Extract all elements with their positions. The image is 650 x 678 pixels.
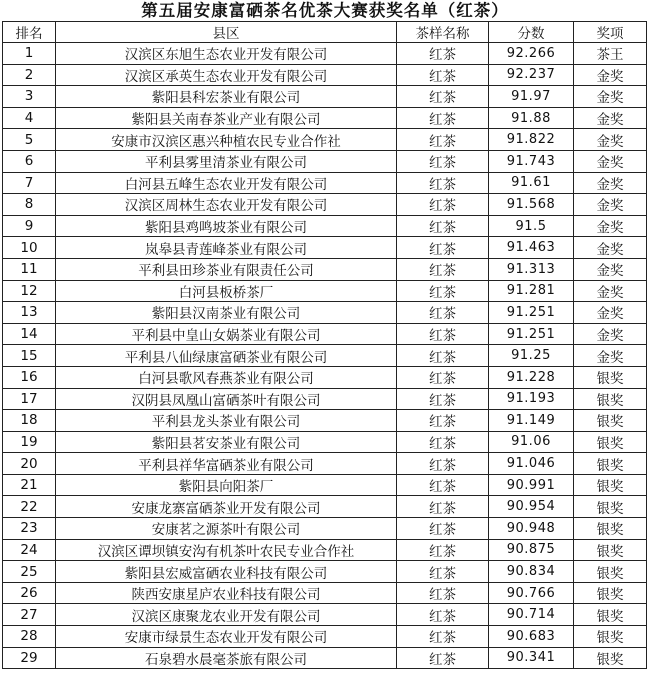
sample-cell: 红茶: [397, 64, 489, 86]
score-cell: 90.683: [489, 626, 574, 648]
score-cell: 91.568: [489, 194, 574, 216]
table-row: [3, 150, 647, 172]
score-cell: 92.266: [489, 43, 574, 65]
score-cell: 90.991: [489, 474, 574, 496]
table-row: [3, 496, 647, 518]
company-cell: 白河县板桥茶厂: [56, 280, 397, 302]
company-cell: 安康市汉滨区惠兴种植农民专业合作社: [56, 129, 397, 151]
sample-cell: 红茶: [397, 86, 489, 108]
company-cell: 岚皋县青莲峰茶业有限公司: [56, 237, 397, 259]
award-cell: 银奖: [574, 388, 647, 410]
company-cell: 汉滨区东旭生态农业开发有限公司: [56, 43, 397, 65]
award-cell: 金奖: [574, 323, 647, 345]
award-cell: 金奖: [574, 345, 647, 367]
table-row: [3, 172, 647, 194]
score-cell: 90.834: [489, 561, 574, 583]
table-row: [3, 539, 647, 561]
sample-cell: 红茶: [397, 410, 489, 432]
score-cell: 91.463: [489, 237, 574, 259]
table-body: [3, 43, 647, 669]
sample-cell: 红茶: [397, 561, 489, 583]
rank-cell: 10: [3, 237, 56, 259]
table-row: [3, 582, 647, 604]
rank-cell: 4: [3, 107, 56, 129]
table-row: [3, 604, 647, 626]
rank-cell: 13: [3, 302, 56, 324]
rank-cell: 5: [3, 129, 56, 151]
rank-cell: 12: [3, 280, 56, 302]
score-cell: 91.88: [489, 107, 574, 129]
company-cell: 安康茗之源茶叶有限公司: [56, 518, 397, 540]
award-cell: 金奖: [574, 129, 647, 151]
score-cell: 90.766: [489, 582, 574, 604]
score-cell: 91.743: [489, 150, 574, 172]
award-cell: 银奖: [574, 626, 647, 648]
award-cell: 银奖: [574, 366, 647, 388]
score-cell: 91.313: [489, 258, 574, 280]
company-cell: 安康龙寨富硒茶业开发有限公司: [56, 496, 397, 518]
sample-cell: 红茶: [397, 237, 489, 259]
award-cell: 银奖: [574, 582, 647, 604]
score-cell: 91.61: [489, 172, 574, 194]
company-cell: 白河县歌风春燕茶业有限公司: [56, 366, 397, 388]
header-company: 县区: [56, 22, 397, 43]
rank-cell: 17: [3, 388, 56, 410]
sample-cell: 红茶: [397, 582, 489, 604]
sample-cell: 红茶: [397, 258, 489, 280]
table-row: [3, 453, 647, 475]
sample-cell: 红茶: [397, 431, 489, 453]
score-cell: 91.193: [489, 388, 574, 410]
score-cell: 91.5: [489, 215, 574, 237]
table-row: [3, 86, 647, 108]
score-cell: 91.06: [489, 431, 574, 453]
award-cell: 金奖: [574, 150, 647, 172]
award-cell: 银奖: [574, 561, 647, 583]
score-cell: 91.149: [489, 410, 574, 432]
company-cell: 平利县祥华富硒茶业有限公司: [56, 453, 397, 475]
table-row: [3, 647, 647, 669]
company-cell: 平利县雾里清茶业有限公司: [56, 150, 397, 172]
sample-cell: 红茶: [397, 43, 489, 65]
award-cell: 银奖: [574, 539, 647, 561]
score-cell: 92.237: [489, 64, 574, 86]
company-cell: 紫阳县关南春茶业产业有限公司: [56, 107, 397, 129]
company-cell: 陕西安康星庐农业科技有限公司: [56, 582, 397, 604]
table-row: [3, 258, 647, 280]
table-row: [3, 237, 647, 259]
page-title: 第五届安康富硒茶名优茶大赛获奖名单（红茶）: [141, 1, 509, 20]
sample-cell: 红茶: [397, 345, 489, 367]
score-cell: 91.251: [489, 323, 574, 345]
rank-cell: 2: [3, 64, 56, 86]
rank-cell: 25: [3, 561, 56, 583]
award-cell: 银奖: [574, 604, 647, 626]
score-cell: 90.714: [489, 604, 574, 626]
rank-cell: 24: [3, 539, 56, 561]
award-cell: 金奖: [574, 258, 647, 280]
sample-cell: 红茶: [397, 388, 489, 410]
table-row: [3, 215, 647, 237]
score-cell: 90.341: [489, 647, 574, 669]
sample-cell: 红茶: [397, 539, 489, 561]
company-cell: 平利县龙头茶业有限公司: [56, 410, 397, 432]
rank-cell: 22: [3, 496, 56, 518]
rank-cell: 3: [3, 86, 56, 108]
sample-cell: 红茶: [397, 323, 489, 345]
award-cell: 银奖: [574, 496, 647, 518]
table-row: [3, 64, 647, 86]
sample-cell: 红茶: [397, 366, 489, 388]
sample-cell: 红茶: [397, 172, 489, 194]
table-row: [3, 388, 647, 410]
table-row: [3, 561, 647, 583]
table-row: [3, 129, 647, 151]
company-cell: 平利县八仙绿康富硒茶业有限公司: [56, 345, 397, 367]
company-cell: 紫阳县宏威富硒农业科技有限公司: [56, 561, 397, 583]
table-row: [3, 43, 647, 65]
table-row: [3, 474, 647, 496]
header-rank: 排名: [3, 22, 56, 43]
rank-cell: 21: [3, 474, 56, 496]
award-cell: 金奖: [574, 64, 647, 86]
sample-cell: 红茶: [397, 107, 489, 129]
company-cell: 白河县五峰生态农业开发有限公司: [56, 172, 397, 194]
rank-cell: 15: [3, 345, 56, 367]
score-cell: 90.875: [489, 539, 574, 561]
company-cell: 紫阳县茗安茶业有限公司: [56, 431, 397, 453]
award-cell: 金奖: [574, 107, 647, 129]
sample-cell: 红茶: [397, 453, 489, 475]
sample-cell: 红茶: [397, 129, 489, 151]
award-cell: 银奖: [574, 647, 647, 669]
rank-cell: 19: [3, 431, 56, 453]
table-row: [3, 518, 647, 540]
rank-cell: 11: [3, 258, 56, 280]
table-row: [3, 410, 647, 432]
award-cell: 金奖: [574, 194, 647, 216]
rank-cell: 16: [3, 366, 56, 388]
company-cell: 紫阳县向阳茶厂: [56, 474, 397, 496]
award-table: [2, 21, 647, 669]
table-row: [3, 345, 647, 367]
sample-cell: 红茶: [397, 150, 489, 172]
rank-cell: 18: [3, 410, 56, 432]
rank-cell: 9: [3, 215, 56, 237]
sample-cell: 红茶: [397, 604, 489, 626]
award-cell: 银奖: [574, 474, 647, 496]
score-cell: 91.046: [489, 453, 574, 475]
company-cell: 安康市绿景生态农业开发有限公司: [56, 626, 397, 648]
company-cell: 汉滨区谭坝镇安沟有机茶叶农民专业合作社: [56, 539, 397, 561]
header-award: 奖项: [574, 22, 647, 43]
rank-cell: 1: [3, 43, 56, 65]
table-row: [3, 280, 647, 302]
table-row: [3, 431, 647, 453]
sample-cell: 红茶: [397, 496, 489, 518]
award-cell: 金奖: [574, 215, 647, 237]
table-row: [3, 626, 647, 648]
table-row: [3, 366, 647, 388]
score-cell: 91.822: [489, 129, 574, 151]
company-cell: 紫阳县鸡鸣坡茶业有限公司: [56, 215, 397, 237]
award-cell: 金奖: [574, 237, 647, 259]
rank-cell: 27: [3, 604, 56, 626]
table-row: [3, 107, 647, 129]
score-cell: 91.97: [489, 86, 574, 108]
rank-cell: 26: [3, 582, 56, 604]
rank-cell: 7: [3, 172, 56, 194]
sample-cell: 红茶: [397, 302, 489, 324]
award-cell: 银奖: [574, 431, 647, 453]
rank-cell: 20: [3, 453, 56, 475]
rank-cell: 28: [3, 626, 56, 648]
score-cell: 90.954: [489, 496, 574, 518]
sample-cell: 红茶: [397, 474, 489, 496]
company-cell: 紫阳县汉南茶业有限公司: [56, 302, 397, 324]
header-row: [3, 22, 647, 43]
sample-cell: 红茶: [397, 194, 489, 216]
company-cell: 平利县田珍茶业有限责任公司: [56, 258, 397, 280]
company-cell: 平利县中皇山女娲茶业有限公司: [56, 323, 397, 345]
rank-cell: 29: [3, 647, 56, 669]
company-cell: 汉滨区周林生态农业开发有限公司: [56, 194, 397, 216]
company-cell: 石泉碧水晨毫茶旅有限公司: [56, 647, 397, 669]
header-score: 分数: [489, 22, 574, 43]
award-cell: 金奖: [574, 86, 647, 108]
sample-cell: 红茶: [397, 518, 489, 540]
score-cell: 91.228: [489, 366, 574, 388]
rank-cell: 6: [3, 150, 56, 172]
award-cell: 茶王: [574, 43, 647, 65]
sample-cell: 红茶: [397, 215, 489, 237]
rank-cell: 8: [3, 194, 56, 216]
sample-cell: 红茶: [397, 647, 489, 669]
company-cell: 紫阳县科宏茶业有限公司: [56, 86, 397, 108]
rank-cell: 14: [3, 323, 56, 345]
award-cell: 银奖: [574, 518, 647, 540]
table-row: [3, 323, 647, 345]
award-cell: 金奖: [574, 302, 647, 324]
award-cell: 银奖: [574, 453, 647, 475]
table-row: [3, 194, 647, 216]
score-cell: 91.251: [489, 302, 574, 324]
award-cell: 金奖: [574, 280, 647, 302]
table-row: [3, 302, 647, 324]
score-cell: 90.948: [489, 518, 574, 540]
company-cell: 汉滨区康聚龙农业开发有限公司: [56, 604, 397, 626]
award-cell: 金奖: [574, 172, 647, 194]
score-cell: 91.281: [489, 280, 574, 302]
sample-cell: 红茶: [397, 626, 489, 648]
company-cell: 汉阴县凤凰山富硒茶叶有限公司: [56, 388, 397, 410]
company-cell: 汉滨区承英生态农业开发有限公司: [56, 64, 397, 86]
award-cell: 银奖: [574, 410, 647, 432]
header-sample: 茶样名称: [397, 22, 489, 43]
sample-cell: 红茶: [397, 280, 489, 302]
score-cell: 91.25: [489, 345, 574, 367]
rank-cell: 23: [3, 518, 56, 540]
